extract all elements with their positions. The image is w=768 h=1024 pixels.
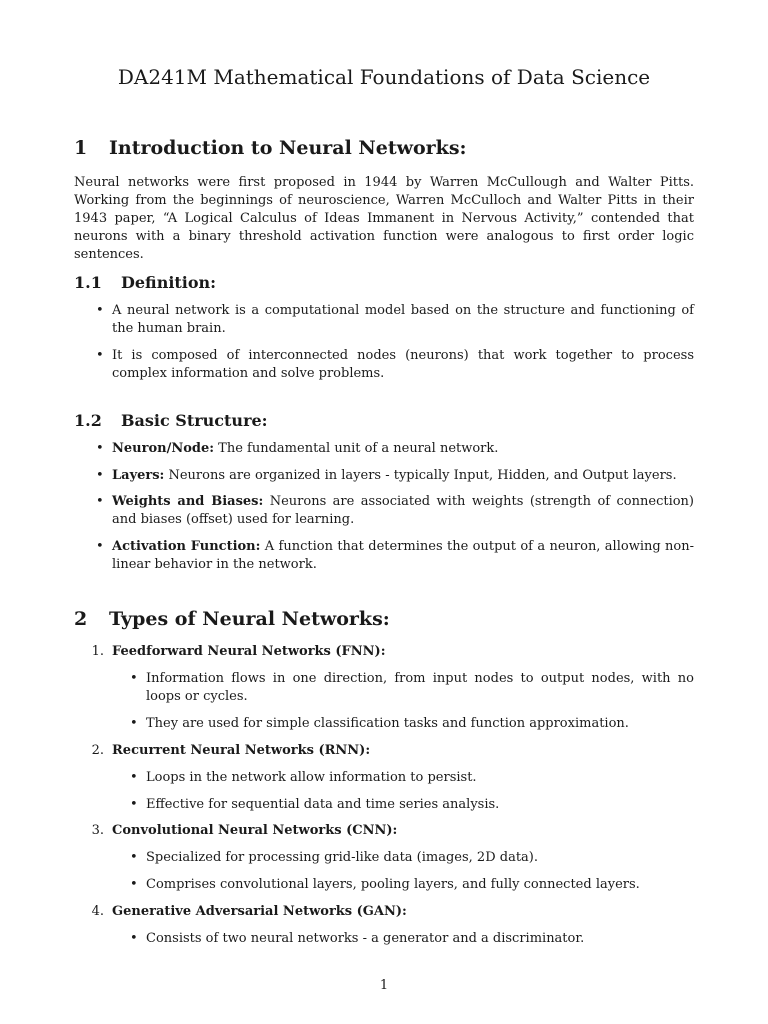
enum-number: 3. bbox=[91, 823, 104, 838]
section-number: 1 bbox=[74, 137, 88, 159]
bullet-icon: • bbox=[130, 797, 138, 812]
structure-item bbox=[112, 538, 694, 574]
structure-text: Neurons are associated with weights (strength of connection) and biases (offset) used for learning. bbox=[112, 494, 694, 527]
structure-text: Neurons are organized in layers - typically Input, Hidden, and Output layers. bbox=[164, 468, 677, 483]
section-title: Introduction to Neural Networks: bbox=[109, 137, 467, 159]
subsection-number: 1.1 bbox=[74, 273, 102, 292]
network-type-name: Generative Adversarial Networks (GAN): bbox=[112, 904, 407, 919]
bullet-icon: • bbox=[130, 850, 138, 865]
structure-term: Neuron/Node: bbox=[112, 441, 215, 456]
network-type-point: Loops in the network allow information to persist. bbox=[146, 770, 477, 785]
bullet-icon: • bbox=[130, 770, 138, 785]
structure-term: Activation Function: bbox=[112, 539, 261, 554]
structure-item bbox=[112, 467, 694, 485]
structure-item bbox=[112, 440, 694, 458]
bullet-icon: • bbox=[130, 716, 138, 731]
structure-term: Layers: bbox=[112, 468, 165, 483]
subsection-1-2-heading bbox=[74, 411, 268, 431]
section-2-heading bbox=[74, 607, 390, 631]
subsection-number: 1.2 bbox=[74, 411, 102, 430]
enum-number: 1. bbox=[91, 644, 104, 659]
bullet-icon: • bbox=[130, 671, 138, 686]
intro-paragraph: Neural networks were first proposed in 1944 by Warren McCullough and Walter Pitts. Working from the beginnings of neuroscience, Warren McCulloch and Walter Pitts in their 1943 paper, “A Logical Calculus of Ideas Immanent in Nervous Activity,” contended that neurons with a binary threshold activation function were analogous to first order logic sentences. bbox=[74, 175, 694, 262]
definition-item: It is composed of interconnected nodes (neurons) that work together to process complex information and solve problems. bbox=[112, 348, 694, 381]
section-1-heading bbox=[74, 136, 467, 160]
network-type-point: Comprises convolutional layers, pooling layers, and fully connected layers. bbox=[146, 877, 640, 892]
bullet-icon: • bbox=[96, 303, 104, 318]
subsection-title: Definition: bbox=[121, 273, 217, 292]
subsection-title: Basic Structure: bbox=[121, 411, 268, 430]
section-title: Types of Neural Networks: bbox=[109, 608, 390, 630]
subsection-1-1-heading bbox=[74, 273, 216, 293]
bullet-icon: • bbox=[96, 441, 104, 456]
structure-term: Weights and Biases: bbox=[112, 494, 264, 509]
enum-number: 2. bbox=[91, 743, 104, 758]
network-type-name: Recurrent Neural Networks (RNN): bbox=[112, 743, 371, 758]
network-type-point: Effective for sequential data and time series analysis. bbox=[146, 797, 500, 812]
bullet-icon: • bbox=[96, 494, 104, 509]
network-type-point: They are used for simple classification tasks and function approximation. bbox=[146, 716, 629, 731]
network-type-name: Convolutional Neural Networks (CNN): bbox=[112, 823, 398, 838]
structure-text: The fundamental unit of a neural network. bbox=[214, 441, 499, 456]
bullet-icon: • bbox=[130, 931, 138, 946]
enum-number: 4. bbox=[91, 904, 104, 919]
bullet-icon: • bbox=[96, 348, 104, 363]
network-type-point: Specialized for processing grid-like data (images, 2D data). bbox=[146, 850, 539, 865]
bullet-icon: • bbox=[96, 468, 104, 483]
structure-text: A function that determines the output of a neuron, allowing non-linear behavior in the network. bbox=[112, 539, 695, 572]
network-type-name: Feedforward Neural Networks (FNN): bbox=[112, 644, 386, 659]
network-type-point: Information flows in one direction, from input nodes to output nodes, with no loops or cycles. bbox=[146, 671, 694, 704]
document-title: DA241M Mathematical Foundations of Data Science bbox=[117, 65, 651, 89]
network-type-point: Consists of two neural networks - a generator and a discriminator. bbox=[146, 931, 585, 946]
structure-item bbox=[112, 493, 694, 529]
page-number: 1 bbox=[379, 978, 389, 993]
bullet-icon: • bbox=[96, 539, 104, 554]
definition-item: A neural network is a computational model based on the structure and functioning of the human brain. bbox=[112, 303, 694, 336]
section-number: 2 bbox=[74, 608, 88, 630]
bullet-icon: • bbox=[130, 877, 138, 892]
